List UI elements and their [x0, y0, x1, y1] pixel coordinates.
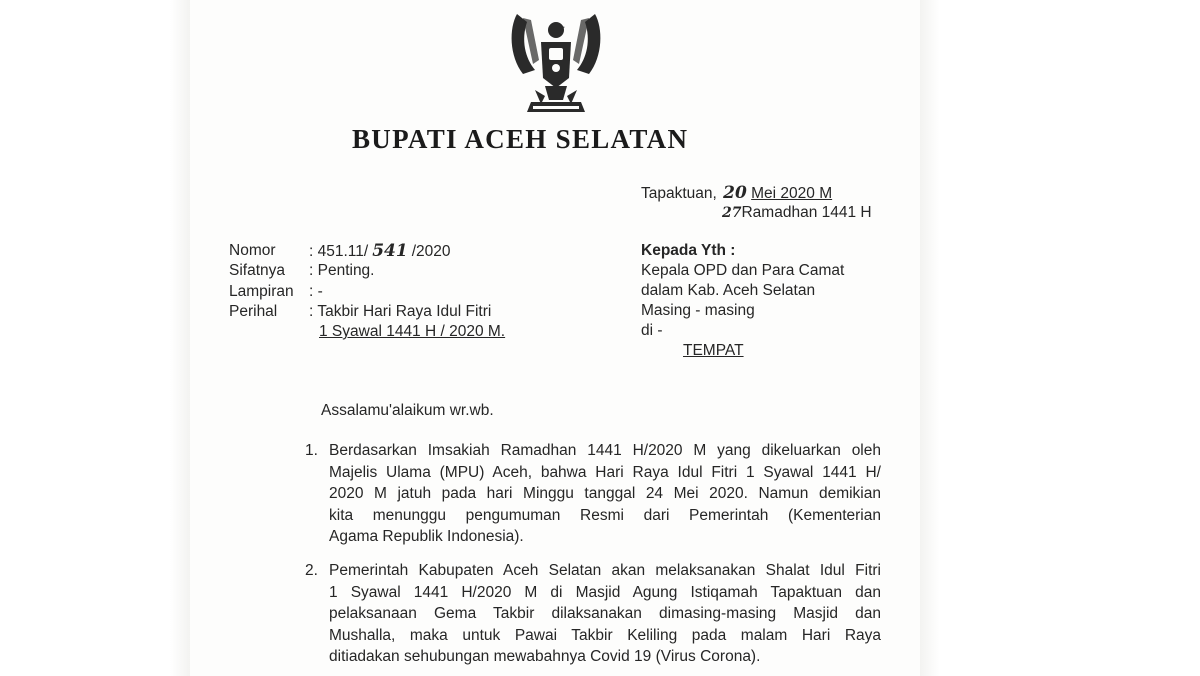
lampiran-label: Lampiran	[229, 283, 294, 300]
lampiran-value: : -	[309, 283, 323, 300]
nomor-label: Nomor	[229, 242, 276, 259]
date-line	[641, 183, 832, 204]
perihal-line1: : Takbir Hari Raya Idul Fitri	[309, 303, 492, 320]
item-2-paragraph	[329, 560, 881, 668]
recipient-line1: Kepala OPD dan Para Camat	[641, 262, 845, 279]
garuda-emblem-icon	[505, 8, 607, 120]
recipient-line3: Masing - masing	[641, 302, 755, 319]
item-2-line: pelaksanaan Gema Takbir dilaksanakan dimasing-masing Masjid dan	[329, 605, 881, 622]
item-1-line: 2020 M jatuh pada hari Minggu tanggal 24 Mei 2020. Namun demikian	[329, 485, 881, 502]
hijri-day-handwritten: 27	[722, 205, 742, 221]
item-2-number: 2.	[305, 562, 318, 579]
nomor-handwritten: 541	[372, 241, 408, 261]
nomor-value	[309, 241, 450, 262]
item-2-line: Pemerintah Kabupaten Aceh Selatan akan melaksanakan Shalat Idul Fitri	[329, 562, 881, 579]
sifat-value: : Penting.	[309, 262, 375, 279]
hijri-date-line	[722, 203, 872, 223]
item-1-number: 1.	[305, 442, 318, 459]
item-1-paragraph	[329, 440, 881, 548]
hijri-date: Ramadhan 1441 H	[741, 204, 872, 221]
recipient-line4: di -	[641, 322, 663, 339]
item-1-line: Berdasarkan Imsakiah Ramadhan 1441 H/2020 M yang dikeluarkan oleh	[329, 442, 881, 459]
item-1-line: Majelis Ulama (MPU) Aceh, bahwa Hari Raya Idul Fitri 1 Syawal 1441 H/	[329, 463, 881, 481]
recipient-heading: Kepada Yth :	[641, 242, 736, 259]
item-1-line: kita menunggu pengumuman Resmi dari Pemerintah (Kementerian	[329, 506, 881, 524]
date-city: Tapaktuan,	[641, 185, 717, 202]
recipient-line2: dalam Kab. Aceh Selatan	[641, 282, 816, 299]
nomor-prefix: : 451.11/	[309, 243, 369, 260]
date-day-handwritten: 20	[723, 183, 747, 203]
item-1-line: Agama Republik Indonesia).	[329, 528, 524, 545]
item-2-line: ditiadakan sehubungan mewabahnya Covid 19 (Virus Corona).	[329, 648, 761, 665]
page-edge-left	[170, 0, 190, 676]
sifat-label: Sifatnya	[229, 262, 286, 279]
date-gregorian: Mei 2020 M	[751, 185, 833, 202]
perihal-label: Perihal	[229, 303, 278, 320]
letterhead-title: BUPATI ACEH SELATAN	[352, 124, 689, 154]
perihal-line2: 1 Syawal 1441 H / 2020 M.	[319, 323, 506, 340]
nomor-suffix: /2020	[411, 243, 451, 260]
recipient-place: TEMPAT	[683, 342, 744, 359]
item-2-line: 1 Syawal 1441 H/2020 M di Masjid Agung Istiqamah Tapaktuan dan	[329, 583, 881, 601]
item-2-line: Mushalla, maka untuk Pawai Takbir Keliling pada malam Hari Raya	[329, 626, 881, 644]
greeting: Assalamu'alaikum wr.wb.	[321, 402, 494, 419]
page-edge-right	[920, 0, 940, 676]
